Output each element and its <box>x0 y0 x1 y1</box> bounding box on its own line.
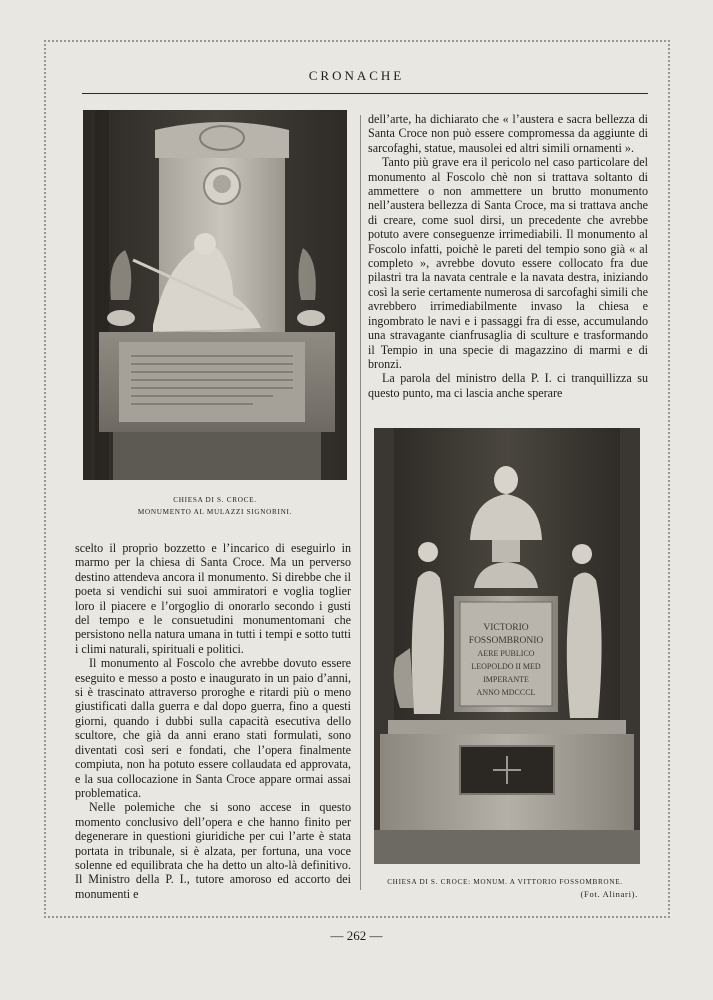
caption-fossombrone-credit: (Fot. Alinari). <box>580 889 638 899</box>
inscription-line-5: IMPERANTE <box>483 675 529 684</box>
caption-fossombrone-line1: CHIESA DI S. CROCE: MONUM. A VITTORIO FOSSOMBRONE. <box>387 878 623 886</box>
left-paragraph-3: Nelle polemiche che si sono accese in questo momento conclusivo dell’opera e che hanno finito per degenerare in questioni giuridiche per cui l’arte è stata portata in tribunale, si è alzata, per fortuna, una voce solenne ed equilibrata che ha detto un alto-là definitivo. Il Ministro della P. I., tutore amoroso ed accorto dei monumenti e <box>75 800 351 901</box>
photo-monument-mulazzi <box>83 110 347 480</box>
page-title: CRONACHE <box>308 68 405 83</box>
column-divider <box>360 115 361 890</box>
caption-fossombrone <box>372 876 638 900</box>
header-rule <box>82 93 648 94</box>
inscription-line-4: LEOPOLDO II MED <box>471 662 541 671</box>
right-paragraph-2: Tanto più grave era il pericolo nel caso particolare del monumento al Foscolo chè non si trattava soltanto di ammettere o non ammettere un brutto monumento nell’austera bellezza di Santa Croce, ma si trattava anche di creare, come suol dirsi, un precedente che avrebbe potuto avere conseguenze irrimediabili. Il monumento al Foscolo infatti, poichè le pareti del tempio sono già « al completo », avrebbe dovuto essere collocato fra due pilastri tra la navata centrale e la navata destra, iniziando così la serie certamente numerosa di sarcofaghi simili che avrebbero irrimediabilmente invaso la chiesa e ingombrato le navi e i passaggi fra di esse, accumulando una stravagante cianfrusaglia di sculture e trasformando il Tempio in una specie di magazzino di marmi e di bronzi. <box>368 155 648 371</box>
right-paragraph-3: La parola del ministro della P. I. ci tranquillizza su questo punto, ma ci lascia anche sperare <box>368 371 648 400</box>
left-column-text <box>75 541 351 901</box>
inscription-line-6: ANNO MDCCCL <box>476 688 536 697</box>
photo-monument-fossombrone <box>374 428 640 864</box>
left-paragraph-1: scelto il proprio bozzetto e l’incarico di eseguirlo in marmo per la chiesa di Santa Croce. Ma un perverso destino attendeva ancora il monumento. Si direbbe che il poeta si vendichi sui suoi ammiratori e voglia toglier loro il piacere e l’orgoglio di onorarlo secondo i gusti del tempo e le consuetudini monumentomani che persistono nella natura umana in tutti i tempi e sotto tutti i climi naturali, spirituali e politici. <box>75 541 351 656</box>
monument-fossombrone-illustration <box>374 428 640 864</box>
caption-mulazzi-line1: CHIESA DI S. CROCE. <box>173 496 257 504</box>
inscription-line-1: VICTORIO <box>483 623 529 633</box>
monument-mulazzi-illustration <box>83 110 347 480</box>
caption-mulazzi-line2: MONUMENTO AL MULAZZI SIGNORINI. <box>137 508 293 516</box>
caption-mulazzi <box>83 494 347 518</box>
inscription-line-3: AERE PUBLICO <box>477 649 535 658</box>
inscription-line-2: FOSSOMBRONIO <box>468 636 544 646</box>
right-paragraph-1: dell’arte, ha dichiarato che « l’austera e sacra bellezza di Santa Croce non può essere compromessa da aggiunte di sarcofaghi, statue, mausolei ed altri simili ornamenti ». <box>368 112 648 155</box>
right-column-text <box>368 112 648 400</box>
left-paragraph-2: Il monumento al Foscolo che avrebbe dovuto essere eseguito e messo a posto e inaugurato in un paio d’anni, si è trascinato attraverso proroghe e ritardi più o meno giustificati dalla guerra e dal dopo guerra, fino a questi giorni, quando i dubbi sulla capacità esecutiva dello scultore, che già da anni erano stati formulati, sono diventati così seri e fondati, che l’opera finalmente compiuta, non ha potuto essere collaudata ed approvata, e la sua collocazione in Santa Croce appare ormai assai problematica. <box>75 656 351 800</box>
page-number: — 262 — <box>330 928 383 943</box>
